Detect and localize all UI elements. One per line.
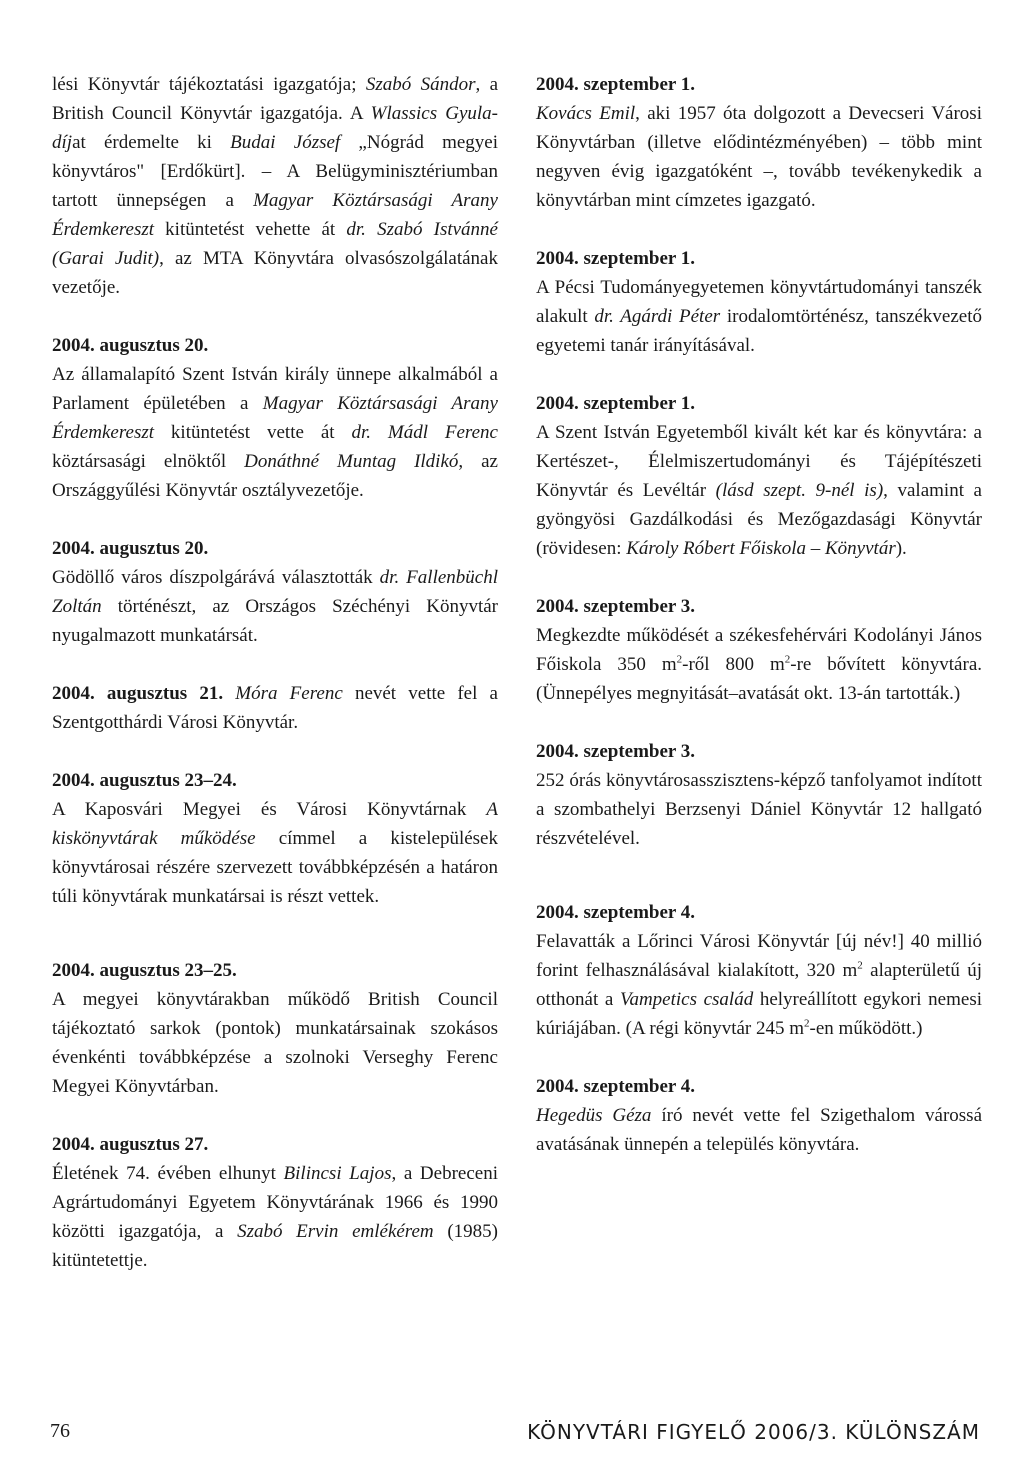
entry	[52, 679, 498, 737]
entry-date: 2004. augusztus 27.	[52, 1134, 209, 1155]
text: -en működött.)	[809, 1018, 923, 1039]
text: lési Könyvtár tájékoztatási igazgatója;	[52, 74, 366, 95]
text: (1985) kitüntetettje.	[52, 1221, 498, 1271]
italic-name: Hegedüs Géza	[536, 1105, 652, 1126]
text: Gödöllő város díszpolgárává választották	[52, 567, 380, 588]
entry	[52, 331, 498, 505]
text: , az Országgyűlési Könyvtár osztályvezetője.	[52, 451, 498, 501]
text: ).	[895, 538, 907, 559]
right-column	[536, 70, 982, 1188]
text: , a British Council Könyvtár igazgatója. A	[52, 74, 498, 124]
superscript: 2	[804, 1017, 810, 1030]
entry-date: 2004. szeptember 1.	[536, 74, 696, 95]
text: at érdemelte ki	[72, 132, 231, 153]
entry	[536, 70, 982, 215]
text: A Szent István Egyetemből kivált két kar és könyvtára: a Kertészet-, Élelmiszertudományi és Tájépítészeti Könyvtár és Levéltár	[536, 422, 982, 501]
text: , a Debreceni Agrártudományi Egyetem Könyvtárának 1966 és 1990 közötti igazgatója, a	[52, 1163, 498, 1242]
text: A megyei könyvtárakban működő British Council tájékoztató sarkok (pontok) munkatársainak szokásos évenkénti továbbképzése a szolnoki Verseghy Ferenc Megyei Könyvtárban.	[52, 989, 498, 1097]
entry-date: 2004. szeptember 4.	[536, 1076, 696, 1097]
italic-name: Szabó Sándor	[365, 74, 476, 95]
text: , az MTA Könyvtára olvasószolgálatának vezetője.	[52, 248, 498, 298]
entry	[52, 534, 498, 650]
text: 252 órás könyvtárosasszisztens-képző tanfolyamot indított a szombathelyi Berzsenyi Dániel Könyvtár 12 hallgató részvételével.	[536, 770, 982, 849]
italic-name: dr. Mádl Ferenc	[351, 422, 498, 443]
entry-date: 2004. augusztus 21.	[52, 683, 224, 704]
left-column	[52, 70, 498, 1304]
text: „Nógrád megyei könyvtáros" [Erdőkürt]. – A Belügyminisztériumban tartott ünnepségen a	[52, 132, 498, 211]
entry-date: 2004. szeptember 3.	[536, 596, 696, 617]
text: Felavatták a Lőrinci Városi Könyvtár [új név!] 40 millió forint felhasználásával kialakított, 320 m	[536, 931, 982, 981]
italic-name: dr. Agárdi Péter	[594, 306, 721, 327]
entry	[536, 389, 982, 563]
entry-date: 2004. szeptember 3.	[536, 741, 696, 762]
text: -ről 800 m	[682, 654, 785, 675]
entry	[52, 956, 498, 1101]
text: kitüntetést vehette át	[154, 219, 347, 240]
italic-name: Kovács Emil	[536, 103, 636, 124]
entry-date: 2004. augusztus 23–25.	[52, 960, 237, 981]
italic-ref: (lásd szept. 9-nél is)	[715, 480, 884, 501]
entry-date: 2004. szeptember 1.	[536, 393, 696, 414]
entry	[52, 766, 498, 911]
italic-name: Károly Róbert Főiskola – Könyvtár	[626, 538, 896, 559]
text: köztársasági elnöktől	[52, 451, 245, 472]
entry-date: 2004. augusztus 20.	[52, 335, 209, 356]
text: irodalomtörténész, tanszékvezető egyetemi tanár irányításával.	[536, 306, 983, 356]
entry	[536, 898, 982, 1043]
italic-award: Magyar Köztársasági Arany Érdemkereszt	[52, 393, 498, 443]
text: helyreállított egykori nemesi kúriájában. (A régi könyvtár 245 m	[536, 989, 982, 1039]
superscript: 2	[784, 653, 791, 666]
italic-name: Vampetics család	[619, 989, 754, 1010]
entry-date: 2004. augusztus 23–24.	[52, 770, 237, 791]
italic-name: Donáthné Muntag Ildikó	[244, 451, 459, 472]
text: A Kaposvári Megyei és Városi Könyvtárnak	[52, 799, 487, 820]
italic-award: Szabó Ervin emlékérem	[237, 1221, 434, 1242]
text: kitüntetést vette át	[154, 422, 352, 443]
journal-title: KÖNYVTÁRI FIGYELŐ 2006/3. KÜLÖNSZÁM	[527, 1420, 980, 1444]
text: -re bővített könyvtára. (Ünnepélyes megnyitását–avatását okt. 13-án tartották.)	[536, 654, 983, 704]
superscript: 2	[857, 959, 863, 972]
entry-date: 2004. szeptember 1.	[536, 248, 696, 269]
text: Életének 74. évében elhunyt	[52, 1163, 284, 1184]
text: író nevét vette fel Szigethalom várossá avatásának ünnepén a település könyvtára.	[536, 1105, 982, 1155]
italic-award: Magyar Köztársasági Arany Érdemkereszt	[52, 190, 498, 240]
entry	[536, 737, 982, 853]
italic-name: dr. Szabó Istvánné (Garai Judit)	[52, 219, 498, 269]
entry-intro	[52, 70, 498, 302]
superscript: 2	[676, 653, 683, 666]
entry-date: 2004. szeptember 4.	[536, 902, 696, 923]
text: Az államalapító Szent István király ünnepe alkalmából a Parlament épületében a	[52, 364, 498, 414]
text: alapterületű új otthonát a	[536, 960, 982, 1010]
text: , aki 1957 óta dolgozott a Devecseri Városi Könyvtárban (illetve elődintézményében) – több mint negyven évig igazgatóként –, tovább tevékenykedik a könyvtárban mint címzetes igazgató.	[536, 103, 982, 211]
italic-title: A kiskönyvtárak működése	[52, 799, 498, 849]
text: A Pécsi Tudományegyetemen könyvtártudományi tanszék alakult	[536, 277, 982, 327]
text: Megkezdte működését a székesfehérvári Kodolányi János Főiskola 350 m	[536, 625, 982, 675]
text: , valamint a gyöngyösi Gazdálkodási és Mezőgazdasági Könyvtár (rövidesen:	[536, 480, 982, 559]
italic-name: Móra Ferenc	[235, 683, 343, 704]
entry	[52, 1130, 498, 1275]
entry	[536, 1072, 982, 1159]
italic-award: Wlassics Gyula-díj	[52, 103, 498, 153]
italic-name: Bilincsi Lajos	[283, 1163, 392, 1184]
text: történészt, az Országos Széchényi Könyvtár nyugalmazott munkatársát.	[52, 596, 498, 646]
entry-date: 2004. augusztus 20.	[52, 538, 209, 559]
italic-name: dr. Fallenbüchl Zoltán	[52, 567, 498, 617]
text: nevét vette fel a Szentgotthárdi Városi Könyvtár.	[52, 683, 498, 733]
entry	[536, 244, 982, 360]
italic-name: Budai József	[230, 132, 341, 153]
page-number: 76	[50, 1420, 70, 1442]
text: címmel a kistelepülések könyvtárosai részére szervezett továbbképzésén a határon túli könyvtárak munkatársai is részt vettek.	[52, 828, 498, 907]
entry	[536, 592, 982, 708]
